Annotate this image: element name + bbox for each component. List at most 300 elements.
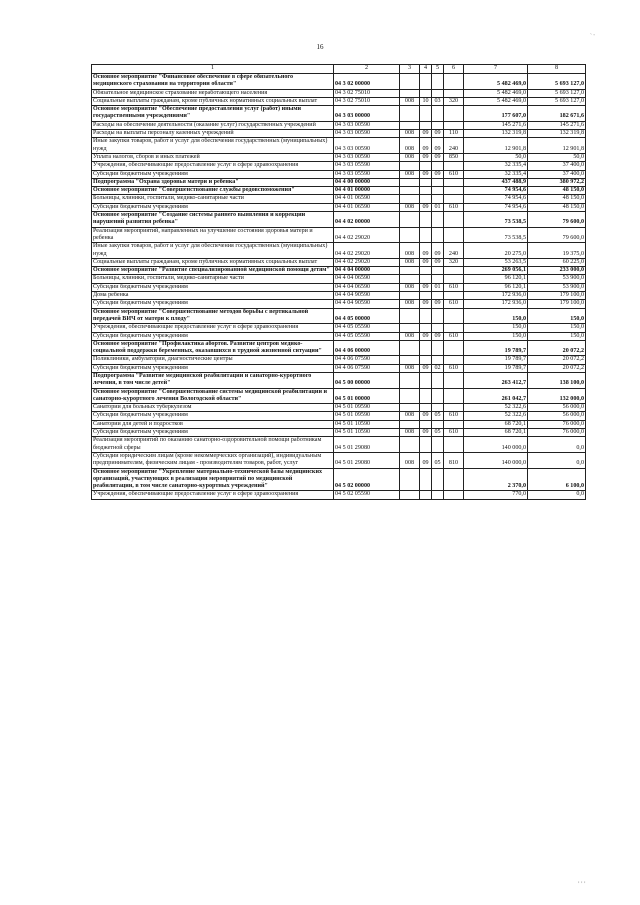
row-expense-type-cell: 110 xyxy=(444,130,464,138)
row-amount-year2-cell: 56 000,0 xyxy=(528,412,586,420)
row-amount-year2-cell: 37 400,0 xyxy=(528,170,586,178)
row-expense-type-cell xyxy=(444,195,464,203)
row-amount-year2-cell: 53 900,0 xyxy=(528,283,586,291)
row-section-cell: 09 xyxy=(420,138,432,154)
page-number: 16 xyxy=(316,43,324,51)
row-section-cell xyxy=(420,187,432,195)
row-expense-type-cell xyxy=(444,162,464,170)
row-ministry-cell xyxy=(400,187,420,195)
row-expense-type-cell: 240 xyxy=(444,138,464,154)
row-amount-year1-cell: 5 482 469,0 xyxy=(464,74,528,90)
row-amount-year2-cell: 20 072,2 xyxy=(528,340,586,356)
row-subsection-cell xyxy=(432,388,444,404)
row-section-cell xyxy=(420,227,432,243)
row-name-cell: Социальные выплаты гражданам, кроме публичных нормативных социальных выплат xyxy=(92,97,334,105)
row-expense-type-cell xyxy=(444,437,464,453)
row-name-cell: Субсидии бюджетным учреждениям xyxy=(92,170,334,178)
row-amount-year2-cell: 182 671,6 xyxy=(528,106,586,122)
row-subsection-cell xyxy=(432,372,444,388)
table-row xyxy=(92,138,586,154)
row-name-cell: Учреждения, обеспечивающие предоставление услуг в сфере здравоохранения xyxy=(92,491,334,499)
row-expense-type-cell xyxy=(444,187,464,195)
row-name-cell: Подпрограмма "Охрана здоровья матери и ребенка" xyxy=(92,178,334,186)
row-code-cell: 04 3 03 05590 xyxy=(334,162,400,170)
table-row xyxy=(92,491,586,499)
row-expense-type-cell xyxy=(444,74,464,90)
table-row xyxy=(92,130,586,138)
row-expense-type-cell: 610 xyxy=(444,283,464,291)
row-name-cell: Основное мероприятие "Обеспечение предоставления услуг (работ) иными государственными учреждениями" xyxy=(92,106,334,122)
row-code-cell: 04 5 02 05590 xyxy=(334,491,400,499)
table-row xyxy=(92,308,586,324)
row-name-cell: Иные закупки товаров, работ и услуг для обеспечения государственных (муниципальных) нужд xyxy=(92,243,334,259)
row-code-cell: 04 4 02 29020 xyxy=(334,243,400,259)
row-expense-type-cell: 610 xyxy=(444,332,464,340)
row-expense-type-cell xyxy=(444,404,464,412)
row-amount-year1-cell: 32 335,4 xyxy=(464,170,528,178)
row-code-cell: 04 3 03 00590 xyxy=(334,130,400,138)
row-code-cell: 04 4 04 06590 xyxy=(334,275,400,283)
row-expense-type-cell: 850 xyxy=(444,153,464,161)
table-row xyxy=(92,106,586,122)
row-amount-year2-cell: 19 375,0 xyxy=(528,243,586,259)
row-code-cell: 04 4 05 05590 xyxy=(334,332,400,340)
row-amount-year2-cell: 233 000,0 xyxy=(528,267,586,275)
header-cell: 4 xyxy=(420,65,432,74)
row-ministry-cell: 008 xyxy=(400,452,420,468)
row-amount-year1-cell: 172 936,0 xyxy=(464,300,528,308)
row-amount-year2-cell: 53 900,0 xyxy=(528,275,586,283)
row-ministry-cell: 008 xyxy=(400,130,420,138)
row-code-cell: 04 4 05 00000 xyxy=(334,308,400,324)
row-ministry-cell: 008 xyxy=(400,203,420,211)
row-amount-year1-cell: 150,0 xyxy=(464,308,528,324)
row-section-cell: 09 xyxy=(420,170,432,178)
row-section-cell: 09 xyxy=(420,258,432,266)
row-amount-year2-cell: 12 901,8 xyxy=(528,138,586,154)
row-ministry-cell xyxy=(400,106,420,122)
row-ministry-cell xyxy=(400,372,420,388)
table-row xyxy=(92,429,586,437)
row-expense-type-cell: 810 xyxy=(444,452,464,468)
row-amount-year2-cell: 150,0 xyxy=(528,324,586,332)
row-ministry-cell: 008 xyxy=(400,429,420,437)
row-amount-year1-cell: 770,0 xyxy=(464,491,528,499)
row-section-cell xyxy=(420,491,432,499)
row-amount-year2-cell: 132 000,0 xyxy=(528,388,586,404)
row-amount-year1-cell: 19 789,7 xyxy=(464,364,528,372)
row-amount-year2-cell: 50,0 xyxy=(528,153,586,161)
row-amount-year1-cell: 74 954,6 xyxy=(464,203,528,211)
row-ministry-cell xyxy=(400,212,420,228)
row-ministry-cell xyxy=(400,340,420,356)
row-ministry-cell xyxy=(400,227,420,243)
row-code-cell: 04 5 02 00000 xyxy=(334,468,400,491)
corner-mark-bottom: , , , xyxy=(578,878,586,884)
row-section-cell xyxy=(420,212,432,228)
row-amount-year1-cell: 140 000,0 xyxy=(464,437,528,453)
table-row xyxy=(92,332,586,340)
table-row xyxy=(92,388,586,404)
row-expense-type-cell: 320 xyxy=(444,97,464,105)
row-name-cell: Больницы, клиники, госпитали, медико-санитарные части xyxy=(92,275,334,283)
row-section-cell xyxy=(420,292,432,300)
row-section-cell: 09 xyxy=(420,412,432,420)
row-code-cell: 04 3 02 00000 xyxy=(334,74,400,90)
row-amount-year1-cell: 5 482 469,0 xyxy=(464,97,528,105)
row-code-cell: 04 5 01 00000 xyxy=(334,388,400,404)
row-ministry-cell xyxy=(400,74,420,90)
table-row xyxy=(92,178,586,186)
row-amount-year1-cell: 68 720,1 xyxy=(464,429,528,437)
row-section-cell xyxy=(420,89,432,97)
row-section-cell xyxy=(420,308,432,324)
row-section-cell xyxy=(420,267,432,275)
row-name-cell: Учреждения, обеспечивающие предоставление услуг в сфере здравоохранения xyxy=(92,162,334,170)
row-section-cell xyxy=(420,324,432,332)
header-cell: 1 xyxy=(92,65,334,74)
row-code-cell: 04 4 06 00000 xyxy=(334,340,400,356)
row-subsection-cell xyxy=(432,212,444,228)
row-name-cell: Основное мероприятие "Совершенствование службы родовспоможения" xyxy=(92,187,334,195)
row-amount-year2-cell: 150,0 xyxy=(528,308,586,324)
row-name-cell: Субсидии юридическим лицам (кроме некоммерческих организаций), индивидуальным предпринимателям, физическим лицам - производителям товаров, работ, услуг xyxy=(92,452,334,468)
row-ministry-cell xyxy=(400,195,420,203)
row-code-cell: 04 4 06 07590 xyxy=(334,356,400,364)
row-ministry-cell: 008 xyxy=(400,170,420,178)
row-section-cell: 09 xyxy=(420,452,432,468)
row-subsection-cell xyxy=(432,178,444,186)
row-code-cell: 04 4 01 00000 xyxy=(334,187,400,195)
row-subsection-cell: 05 xyxy=(432,452,444,468)
row-name-cell: Основное мероприятие "Совершенствование методов борьбы с вертикальной передачей ВИЧ от матери к плоду" xyxy=(92,308,334,324)
row-name-cell: Санатории для больных туберкулезом xyxy=(92,404,334,412)
row-amount-year2-cell: 48 150,0 xyxy=(528,195,586,203)
header-cell: 5 xyxy=(432,65,444,74)
budget-table-body xyxy=(92,65,586,500)
row-subsection-cell xyxy=(432,275,444,283)
row-subsection-cell xyxy=(432,420,444,428)
row-section-cell xyxy=(420,275,432,283)
row-subsection-cell xyxy=(432,162,444,170)
row-section-cell: 09 xyxy=(420,153,432,161)
row-subsection-cell xyxy=(432,324,444,332)
table-row xyxy=(92,300,586,308)
row-code-cell: 04 3 03 00590 xyxy=(334,121,400,129)
row-code-cell: 04 5 01 09590 xyxy=(334,404,400,412)
row-amount-year2-cell: 37 400,0 xyxy=(528,162,586,170)
row-ministry-cell: 008 xyxy=(400,283,420,291)
corner-mark-top: ` ' xyxy=(590,34,595,40)
table-row xyxy=(92,412,586,420)
row-expense-type-cell xyxy=(444,212,464,228)
row-ministry-cell xyxy=(400,267,420,275)
row-subsection-cell: 03 xyxy=(432,97,444,105)
row-name-cell: Реализация мероприятий по оказанию санаторно-оздоровительной помощи работникам бюджетной сферы xyxy=(92,437,334,453)
table-row xyxy=(92,267,586,275)
row-expense-type-cell: 320 xyxy=(444,258,464,266)
row-subsection-cell xyxy=(432,491,444,499)
row-subsection-cell xyxy=(432,292,444,300)
row-subsection-cell: 05 xyxy=(432,429,444,437)
row-amount-year2-cell: 76 000,0 xyxy=(528,429,586,437)
row-name-cell: Уплата налогов, сборов и иных платежей xyxy=(92,153,334,161)
row-section-cell: 09 xyxy=(420,130,432,138)
row-ministry-cell xyxy=(400,178,420,186)
row-name-cell: Больницы, клиники, госпитали, медико-санитарные части xyxy=(92,195,334,203)
row-expense-type-cell xyxy=(444,420,464,428)
row-code-cell: 04 4 01 06590 xyxy=(334,195,400,203)
row-ministry-cell xyxy=(400,308,420,324)
row-subsection-cell xyxy=(432,468,444,491)
row-section-cell: 09 xyxy=(420,243,432,259)
row-ministry-cell: 008 xyxy=(400,332,420,340)
row-ministry-cell: 008 xyxy=(400,243,420,259)
row-expense-type-cell: 610 xyxy=(444,412,464,420)
row-subsection-cell: 09 xyxy=(432,300,444,308)
row-amount-year1-cell: 50,0 xyxy=(464,153,528,161)
row-amount-year1-cell: 96 120,1 xyxy=(464,283,528,291)
row-amount-year2-cell: 79 600,0 xyxy=(528,212,586,228)
row-ministry-cell xyxy=(400,356,420,364)
row-ministry-cell xyxy=(400,275,420,283)
table-row xyxy=(92,283,586,291)
row-amount-year1-cell: 52 322,6 xyxy=(464,404,528,412)
row-ministry-cell xyxy=(400,292,420,300)
row-name-cell: Основное мероприятие "Финансовое обеспечение в сфере обязательного медицинского страхования на территории области" xyxy=(92,74,334,90)
budget-table xyxy=(91,64,586,500)
row-name-cell: Субсидии бюджетным учреждениям xyxy=(92,300,334,308)
row-amount-year1-cell: 53 263,5 xyxy=(464,258,528,266)
row-amount-year1-cell: 269 056,1 xyxy=(464,267,528,275)
row-expense-type-cell xyxy=(444,121,464,129)
row-section-cell: 09 xyxy=(420,332,432,340)
row-amount-year2-cell: 5 693 127,0 xyxy=(528,74,586,90)
row-expense-type-cell xyxy=(444,388,464,404)
row-subsection-cell: 09 xyxy=(432,332,444,340)
row-code-cell: 04 3 02 75010 xyxy=(334,89,400,97)
row-name-cell: Субсидии бюджетным учреждениям xyxy=(92,364,334,372)
row-section-cell xyxy=(420,388,432,404)
row-subsection-cell: 01 xyxy=(432,203,444,211)
table-row xyxy=(92,243,586,259)
row-amount-year2-cell: 138 100,0 xyxy=(528,372,586,388)
row-code-cell: 04 4 02 00000 xyxy=(334,212,400,228)
row-section-cell xyxy=(420,162,432,170)
row-expense-type-cell xyxy=(444,89,464,97)
row-subsection-cell: 05 xyxy=(432,412,444,420)
table-row xyxy=(92,420,586,428)
row-code-cell: 04 3 03 00590 xyxy=(334,153,400,161)
row-subsection-cell xyxy=(432,121,444,129)
row-subsection-cell xyxy=(432,195,444,203)
row-section-cell xyxy=(420,356,432,364)
row-subsection-cell xyxy=(432,404,444,412)
row-subsection-cell xyxy=(432,89,444,97)
row-expense-type-cell: 610 xyxy=(444,300,464,308)
row-subsection-cell: 09 xyxy=(432,153,444,161)
row-name-cell: Иные закупки товаров, работ и услуг для обеспечения государственных (муниципальных) нужд xyxy=(92,138,334,154)
row-name-cell: Подпрограмма "Развитие медицинской реабилитации и санаторно-курортного лечения, в том числе детей" xyxy=(92,372,334,388)
row-code-cell: 04 4 00 00000 xyxy=(334,178,400,186)
row-code-cell: 04 4 02 29020 xyxy=(334,227,400,243)
header-cell: 2 xyxy=(334,65,400,74)
row-code-cell: 04 4 04 00000 xyxy=(334,267,400,275)
row-subsection-cell: 09 xyxy=(432,170,444,178)
row-ministry-cell xyxy=(400,162,420,170)
row-expense-type-cell xyxy=(444,275,464,283)
table-row xyxy=(92,121,586,129)
row-ministry-cell: 008 xyxy=(400,153,420,161)
row-code-cell: 04 3 02 75010 xyxy=(334,97,400,105)
row-ministry-cell xyxy=(400,121,420,129)
row-expense-type-cell xyxy=(444,340,464,356)
row-expense-type-cell xyxy=(444,227,464,243)
row-section-cell: 09 xyxy=(420,364,432,372)
row-expense-type-cell xyxy=(444,324,464,332)
row-amount-year2-cell: 76 000,0 xyxy=(528,420,586,428)
row-ministry-cell xyxy=(400,468,420,491)
row-name-cell: Санатории для детей и подростков xyxy=(92,420,334,428)
row-amount-year2-cell: 5 693 127,0 xyxy=(528,89,586,97)
table-row xyxy=(92,212,586,228)
table-row xyxy=(92,97,586,105)
row-name-cell: Основное мероприятие "Создание системы раннего выявления и коррекции нарушений развития ребенка" xyxy=(92,212,334,228)
row-ministry-cell: 008 xyxy=(400,138,420,154)
row-ministry-cell xyxy=(400,388,420,404)
row-ministry-cell xyxy=(400,491,420,499)
row-section-cell xyxy=(420,74,432,90)
header-cell: 8 xyxy=(528,65,586,74)
row-code-cell: 04 3 03 05590 xyxy=(334,170,400,178)
row-amount-year1-cell: 132 319,8 xyxy=(464,130,528,138)
table-row xyxy=(92,324,586,332)
row-code-cell: 04 5 00 00000 xyxy=(334,372,400,388)
row-amount-year2-cell: 150,0 xyxy=(528,332,586,340)
row-amount-year2-cell: 179 100,0 xyxy=(528,292,586,300)
row-subsection-cell: 09 xyxy=(432,138,444,154)
row-amount-year2-cell: 0,0 xyxy=(528,491,586,499)
row-code-cell: 04 5 01 10590 xyxy=(334,429,400,437)
row-code-cell: 04 4 05 05590 xyxy=(334,324,400,332)
row-section-cell: 09 xyxy=(420,429,432,437)
table-row xyxy=(92,275,586,283)
row-code-cell: 04 3 03 00590 xyxy=(334,138,400,154)
row-amount-year1-cell: 20 275,0 xyxy=(464,243,528,259)
row-amount-year2-cell: 6 100,0 xyxy=(528,468,586,491)
row-amount-year2-cell: 145 271,6 xyxy=(528,121,586,129)
table-row xyxy=(92,195,586,203)
row-ministry-cell xyxy=(400,324,420,332)
row-name-cell: Расходы на выплаты персоналу казенных учреждений xyxy=(92,130,334,138)
row-name-cell: Реализация мероприятий, направленных на улучшение состояния здоровья матери и ребенка xyxy=(92,227,334,243)
row-expense-type-cell: 610 xyxy=(444,364,464,372)
row-amount-year1-cell: 437 488,9 xyxy=(464,178,528,186)
row-section-cell: 09 xyxy=(420,203,432,211)
table-row xyxy=(92,187,586,195)
row-subsection-cell xyxy=(432,227,444,243)
row-expense-type-cell: 240 xyxy=(444,243,464,259)
row-section-cell xyxy=(420,420,432,428)
row-amount-year2-cell: 56 000,0 xyxy=(528,404,586,412)
row-amount-year2-cell: 179 100,0 xyxy=(528,300,586,308)
row-amount-year2-cell: 60 225,0 xyxy=(528,258,586,266)
row-expense-type-cell xyxy=(444,356,464,364)
row-amount-year2-cell: 0,0 xyxy=(528,437,586,453)
row-section-cell xyxy=(420,195,432,203)
row-amount-year1-cell: 172 936,0 xyxy=(464,292,528,300)
row-amount-year1-cell: 145 271,6 xyxy=(464,121,528,129)
row-expense-type-cell: 610 xyxy=(444,203,464,211)
table-row xyxy=(92,162,586,170)
row-name-cell: Субсидии бюджетным учреждениям xyxy=(92,332,334,340)
header-cell: 6 xyxy=(444,65,464,74)
table-row xyxy=(92,74,586,90)
row-expense-type-cell xyxy=(444,468,464,491)
row-name-cell: Дома ребенка xyxy=(92,292,334,300)
table-row xyxy=(92,170,586,178)
row-amount-year2-cell: 20 072,2 xyxy=(528,364,586,372)
row-amount-year2-cell: 0,0 xyxy=(528,452,586,468)
row-code-cell: 04 4 01 06590 xyxy=(334,203,400,211)
row-code-cell: 04 4 02 29020 xyxy=(334,258,400,266)
row-name-cell: Расходы на обеспечение деятельности (оказание услуг) государственных учреждений xyxy=(92,121,334,129)
row-code-cell: 04 5 01 29080 xyxy=(334,437,400,453)
row-section-cell xyxy=(420,437,432,453)
row-amount-year1-cell: 12 901,8 xyxy=(464,138,528,154)
row-name-cell: Учреждения, обеспечивающие предоставление услуг в сфере здравоохранения xyxy=(92,324,334,332)
row-ministry-cell xyxy=(400,404,420,412)
row-ministry-cell: 008 xyxy=(400,412,420,420)
row-subsection-cell xyxy=(432,340,444,356)
table-header-row xyxy=(92,65,586,74)
row-name-cell: Субсидии бюджетным учреждениям xyxy=(92,412,334,420)
row-name-cell: Основное мероприятие "Профилактика абортов. Развитие центров медико-социальной поддержки беременных, оказавшихся в трудной жизненной ситуации" xyxy=(92,340,334,356)
row-section-cell xyxy=(420,340,432,356)
row-expense-type-cell xyxy=(444,292,464,300)
row-name-cell: Социальные выплаты гражданам, кроме публичных нормативных социальных выплат xyxy=(92,258,334,266)
table-row xyxy=(92,203,586,211)
row-amount-year1-cell: 73 538,5 xyxy=(464,227,528,243)
row-subsection-cell: 01 xyxy=(432,283,444,291)
row-subsection-cell: 02 xyxy=(432,364,444,372)
row-ministry-cell xyxy=(400,89,420,97)
row-code-cell: 04 4 04 90590 xyxy=(334,292,400,300)
row-subsection-cell xyxy=(432,308,444,324)
row-subsection-cell xyxy=(432,267,444,275)
row-amount-year1-cell: 96 120,1 xyxy=(464,275,528,283)
row-code-cell: 04 5 01 29080 xyxy=(334,452,400,468)
row-section-cell: 10 xyxy=(420,97,432,105)
row-amount-year1-cell: 68 720,1 xyxy=(464,420,528,428)
table-row xyxy=(92,153,586,161)
row-amount-year2-cell: 132 319,8 xyxy=(528,130,586,138)
table-row xyxy=(92,404,586,412)
row-amount-year1-cell: 74 954,6 xyxy=(464,195,528,203)
row-section-cell xyxy=(420,372,432,388)
row-expense-type-cell xyxy=(444,178,464,186)
row-code-cell: 04 5 01 09590 xyxy=(334,412,400,420)
row-ministry-cell xyxy=(400,437,420,453)
row-code-cell: 04 5 01 10590 xyxy=(334,420,400,428)
row-ministry-cell: 008 xyxy=(400,97,420,105)
row-code-cell: 04 4 06 07590 xyxy=(334,364,400,372)
table-row xyxy=(92,468,586,491)
row-amount-year2-cell: 79 600,0 xyxy=(528,227,586,243)
row-section-cell xyxy=(420,106,432,122)
row-amount-year1-cell: 73 538,5 xyxy=(464,212,528,228)
table-row xyxy=(92,292,586,300)
